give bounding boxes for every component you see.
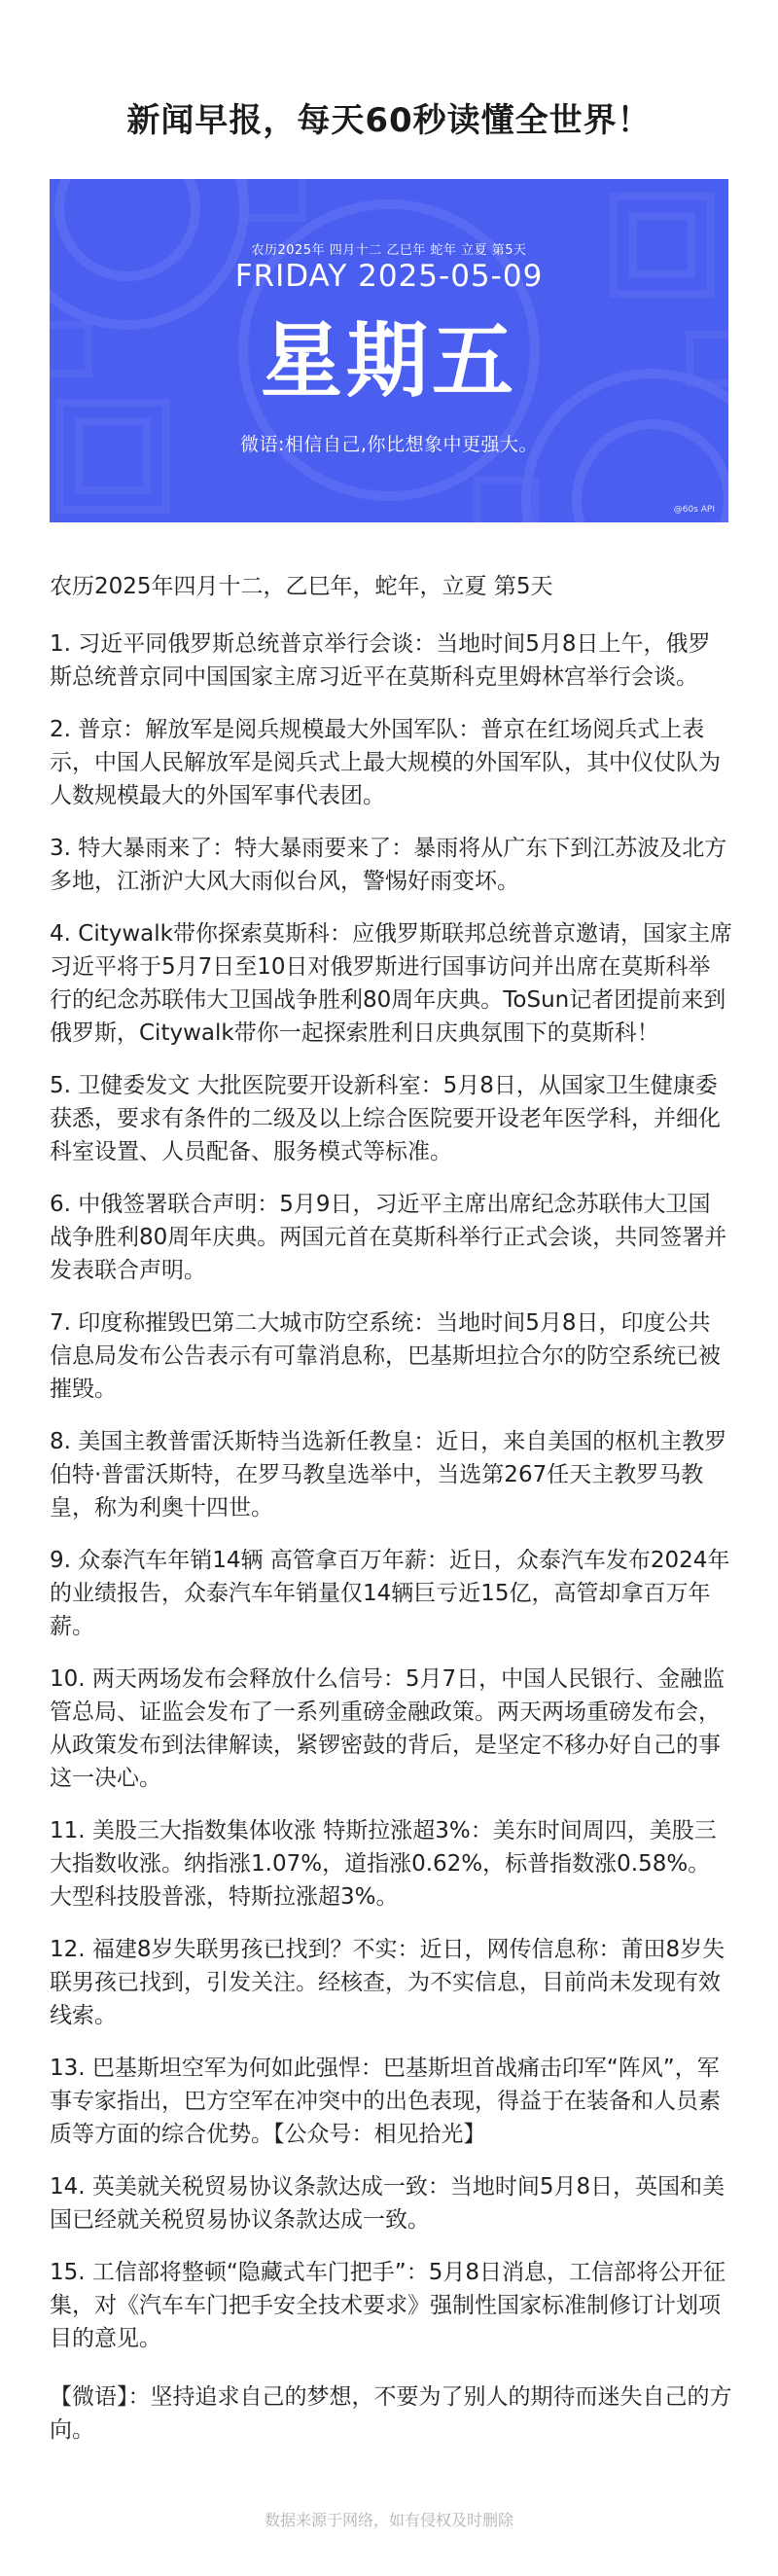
- banner-weekday: 星期五: [260, 313, 517, 409]
- news-item: 11. 美股三大指数集体收涨 特斯拉涨超3%：美东时间周四，美股三大指数收涨。纳指涨1.07%，道指涨0.62%，标普指数涨0.58%。大型科技股普涨，特斯拉涨超3%。: [50, 1818, 717, 1910]
- news-item: 15. 工信部将整顿“隐藏式车门把手”：5月8日消息，工信部将公开征集，对《汽车车门把手安全技术要求》强制性国家标准制修订计划项目的意见。: [50, 2260, 725, 2351]
- news-item: 12. 福建8岁失联男孩已找到？不实：近日，网传信息称：莆田8岁失联男孩已找到，引发关注。经核查，为不实信息，目前尚未发现有效线索。: [50, 1937, 725, 2028]
- footer-disclaimer: 数据来源于网络，如有侵权及时删除: [264, 2511, 513, 2529]
- news-item: 5. 卫健委发文 大批医院要开设新科室：5月8日，从国家卫生健康委获悉，要求有条件的二级及以上综合医院要开设老年医学科，并细化科室设置、人员配备、服务模式等标准。: [50, 1073, 721, 1164]
- lunar-date-line: 农历2025年四月十二，乙巳年，蛇年，立夏 第5天: [50, 574, 553, 599]
- news-item: 8. 美国主教普雷沃斯特当选新任教皇：近日，来自美国的枢机主教罗伯特·普雷沃斯特，在罗马教皇选举中，当选第267任天主教罗马教皇，称为利奥十四世。: [50, 1429, 727, 1521]
- news-item: 13. 巴基斯坦空军为何如此强悍：巴基斯坦首战痛击印军“阵风”，军事专家指出，巴方空军在冲突中的出色表现，得益于在装备和人员素质等方面的综合优势。【公众号：相见拾光】: [50, 2056, 721, 2147]
- banner-date: FRIDAY 2025-05-09: [234, 259, 544, 294]
- news-item: 14. 英美就关税贸易协议条款达成一致：当地时间5月8日，英国和美国已经就关税贸易协议条款达成一致。: [50, 2174, 725, 2233]
- banner-lunar-date: 农历2025年 四月十二 乙巳年 蛇年 立夏 第5天: [251, 243, 527, 258]
- page-title: 新闻早报，每天60秒读懂全世界！: [126, 101, 652, 140]
- banner-credit: @60s API: [673, 505, 715, 515]
- date-banner: [50, 179, 728, 522]
- banner-motto: 微语:相信自己,你比想象中更强大。: [240, 434, 538, 455]
- news-item: 10. 两天两场发布会释放什么信号：5月7日，中国人民银行、金融监管总局、证监会发布了一系列重磅金融政策。两天两场重磅发布会，从政策发布到法律解读，紧锣密鼓的背后，是坚定不移办好自己的事这一决心。: [50, 1666, 725, 1791]
- news-content: [50, 570, 732, 2466]
- news-item: 7. 印度称摧毁巴第二大城市防空系统：当地时间5月8日，印度公共信息局发布公告表示有可靠消息称，巴基斯坦拉合尔的防空系统已被摧毁。: [50, 1310, 721, 1402]
- news-item: 3. 特大暴雨来了：特大暴雨要来了：暴雨将从广东下到江苏波及北方多地，江浙沪大风大雨似台风，警惕好雨变坏。: [50, 836, 727, 894]
- daily-quote: 【微语】：坚持追求自己的梦想，不要为了别人的期待而迷失自己的方向。: [50, 2384, 732, 2443]
- news-item: 9. 众泰汽车年销14辆 高管拿百万年薪：近日，众泰汽车发布2024年的业绩报告，众泰汽车年销量仅14辆巨亏近15亿，高管却拿百万年薪。: [50, 1548, 730, 1639]
- news-item: 6. 中俄签署联合声明：5月9日，习近平主席出席纪念苏联伟大卫国战争胜利80周年庆典。两国元首在莫斯科举行正式会谈，共同签署并发表联合声明。: [50, 1192, 727, 1283]
- news-item: 1. 习近平同俄罗斯总统普京举行会谈：当地时间5月8日上午，俄罗斯总统普京同中国国家主席习近平在莫斯科克里姆林宫举行会谈。: [50, 631, 711, 690]
- news-item: 4. Citywalk带你探索莫斯科：应俄罗斯联邦总统普京邀请，国家主席习近平将于5月7日至10日对俄罗斯进行国事访问并出席在莫斯科举行的纪念苏联伟大卫国战争胜利80周年庆典。ToSun记者团提前来到俄罗斯，Citywalk带你一起探索胜利日庆典氛围下的莫斯科！: [50, 921, 732, 1046]
- news-item: 2. 普京：解放军是阅兵规模最大外国军队：普京在红场阅兵式上表示，中国人民解放军是阅兵式上最大规模的外国军队，其中仪仗队为人数规模最大的外国军事代表团。: [50, 717, 721, 808]
